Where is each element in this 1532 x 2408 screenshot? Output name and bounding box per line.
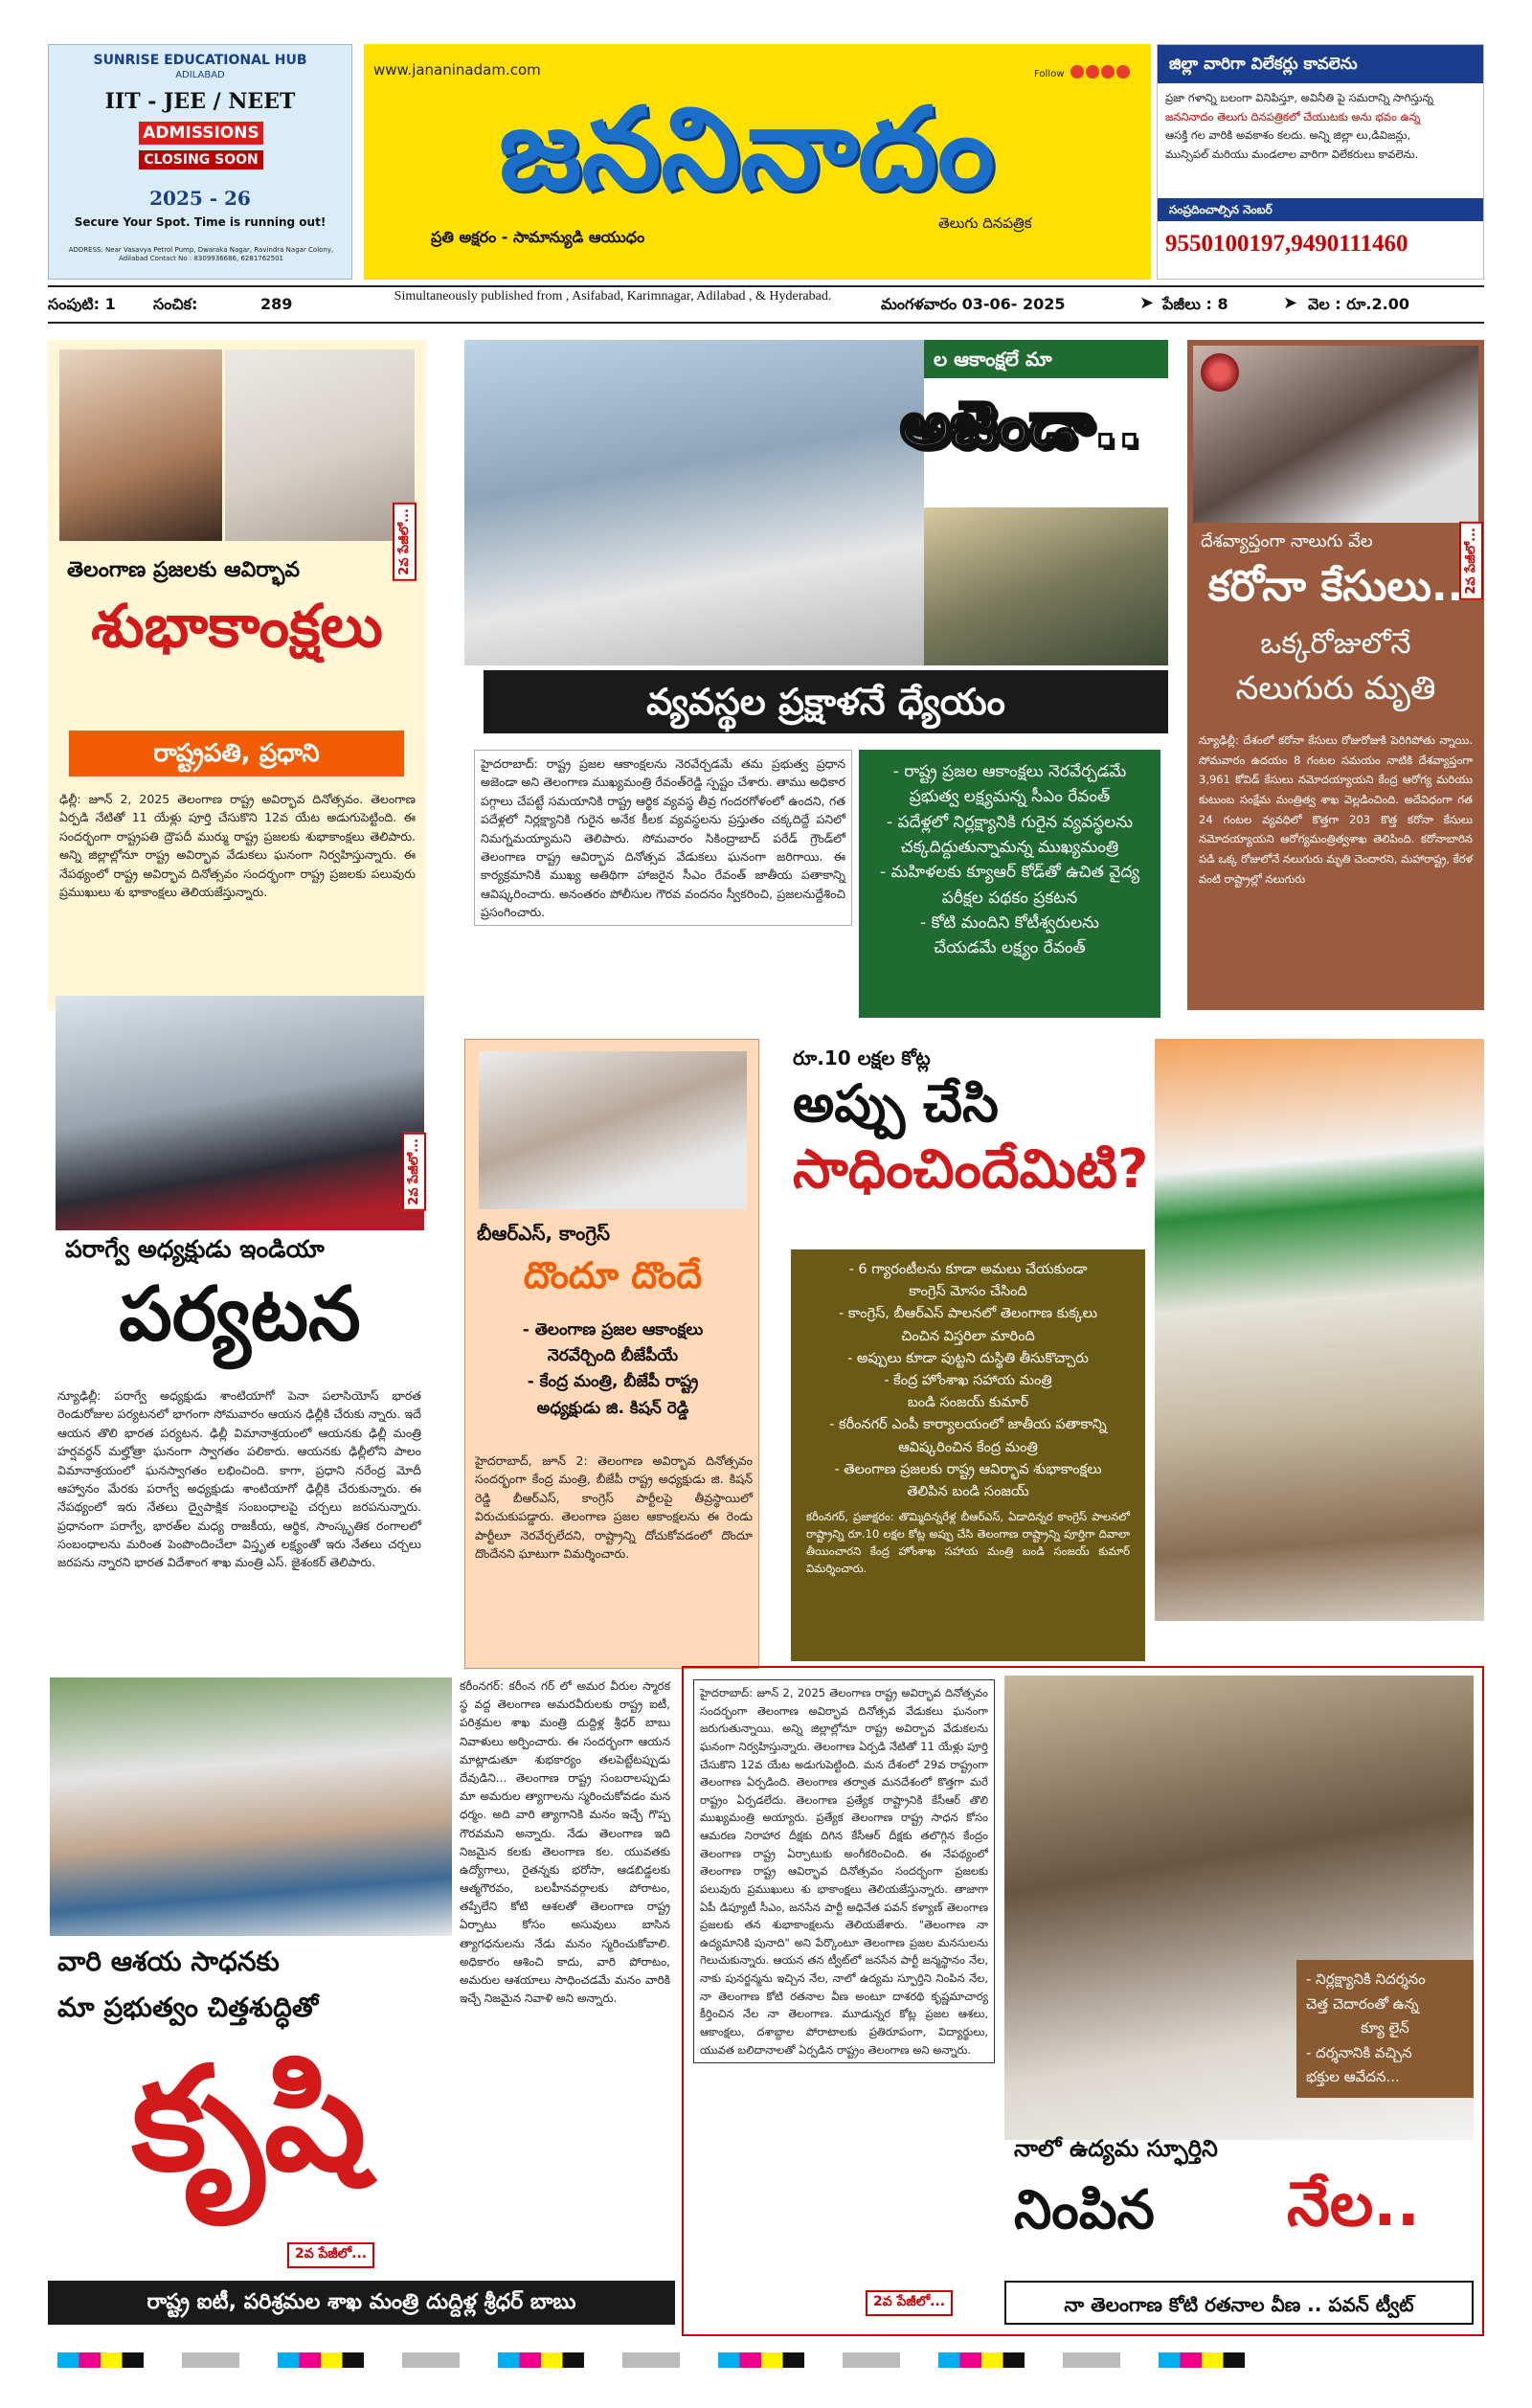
bullet-line: - మహిళలకు క్యూఆర్ కోడ్‌తో ఉచిత వైద్య: [879, 863, 1140, 883]
bullet-line: కాంగ్రెస్ మోసం చేసింది: [909, 1284, 1027, 1300]
ad-right-line4: మున్సిపల్ మరియు మండలాల వారిగా విలేకరులు కావలెను.: [1165, 146, 1419, 161]
bullet-line: ప్రభుత్వ లక్ష్యమన్న సీఎం రేవంత్: [909, 787, 1111, 807]
ad-right[interactable]: [1157, 44, 1484, 280]
youtube-icon[interactable]: [1116, 65, 1130, 79]
story3-sub1: ఒక్కరోజులోనే: [1260, 627, 1411, 661]
bullet-line: చించిన విస్తరిలా మారింది: [901, 1328, 1035, 1344]
page-count: పేజీలు : 8: [1162, 295, 1228, 313]
story-pawan: [682, 1666, 1484, 2336]
story6-bullets: [791, 1249, 1145, 1661]
print-registration-strip: [57, 2351, 1484, 2370]
page2-tag[interactable]: 2వ పేజీలో...: [866, 2290, 953, 2316]
arrow-icon: ➤: [1139, 293, 1155, 313]
arrow-icon: ➤: [1283, 293, 1298, 313]
issue-date: మంగళవారం 03-06- 2025: [881, 295, 1066, 313]
gray-bar: [843, 2352, 900, 2368]
info-bar: [48, 285, 1484, 324]
ad-left-closing: CLOSING SOON: [139, 150, 263, 169]
social-icons[interactable]: [1070, 65, 1130, 79]
bullet-line: - కరీంనగర్ ఎంపీ కార్యాలయంలో జాతీయ పతాకాన్ని: [829, 1417, 1107, 1433]
story2-banner: వ్యవస్థల ప్రక్షాళనే ధ్యేయం: [484, 670, 1168, 733]
ad-left-admissions: ADMISSIONS: [139, 122, 263, 145]
story5-body: హైదరాబాద్, జూన్ 2: తెలంగాణ అవిర్భావ దినోత్సవం సందర్భంగా కేంద్ర మంత్రి, బీజేపీ రాష్ట్ర అధ్యక్షుడు జి. కిషన్ రెడ్డి బీఆర్ఎస్, కాంగ్రెస్ పార్టీలపై తీవ్రస్థాయిలో విరుచుకుపడ్డారు. తెలంగాణ ప్రజల ఆకాంక్షలను ఈ రెండు పార్టీలూ నెరవేర్చలేదని, రాష్ట్రాన్ని దోచుకోవడంలో దొందూ దొందేనని ఘాటుగా విమర్శించారు.: [475, 1453, 753, 1561]
story1-body: ఢిల్లీ: జూన్ 2, 2025 తెలంగాణ రాష్ట్ర అవిర్భావ దినోత్సవం. తెలంగాణ ఏర్పడి నేటితో 11 యేళ్లు పూర్తి చేసుకొని 12వ యేట అడుగుపెట్టింది. ఈ సందర్భంగా రాష్ట్రపతి ద్రౌపదీ ముర్ము రాష్ట్ర ప్రజలకు శుభాకాంక్షలు తెలిపారు. అన్ని జిల్లాల్లోనూ రాష్ట్ర అవిర్భావ వేడుకలు ఘనంగా నిర్వహిస్తున్నారు. ఈ నేపథ్యంలో రాష్ట్ర అవిర్భావ దినోత్సవం సందర్భంగా రాష్ట్ర ప్రజలకు పలువురు ప్రముఖులు శు భాకాంక్షలు తెలియజేస్తున్నారు.: [59, 792, 416, 899]
color-bar: [938, 2352, 1025, 2368]
story3-headline: కరోనా కేసులు..: [1207, 562, 1464, 611]
chief-minister-salute-photo: [464, 340, 924, 665]
masthead: [364, 44, 1151, 280]
story1-headline: శుభాకాంక్షలు: [91, 591, 383, 661]
ad-left-city: ADILABAD: [175, 70, 225, 80]
story6-headline2: సాధించిందేమిటి?: [793, 1138, 1149, 1201]
masthead-website[interactable]: www.jananinadam.com: [373, 61, 541, 79]
story7-kicker2: మా ప్రభుత్వం చిత్తశుద్ధితో: [57, 1992, 319, 2023]
bullet-line: - తెలంగాణ ప్రజల ఆకాంక్షలు: [522, 1320, 704, 1339]
color-bar: [718, 2352, 804, 2368]
gray-bar: [182, 2352, 239, 2368]
story8-kicker: నాలో ఉద్యమ స్ఫూర్తిని: [1014, 2135, 1218, 2162]
masthead-tagline: ప్రతి అక్షరం - సామాన్యుడి ఆయుధం: [431, 228, 645, 246]
story3-sub2: నలుగురు మృతి: [1235, 669, 1436, 708]
story6-kicker: రూ.10 లక్షల కోట్ల: [793, 1046, 931, 1069]
story-corona: [1187, 340, 1484, 1010]
bullet-line: ఆవిష్కరించిన కేంద్ర మంత్రి: [898, 1439, 1038, 1455]
story2-bullets: [859, 750, 1160, 1018]
instagram-icon[interactable]: [1101, 65, 1115, 79]
story4-headline: పర్యటన: [119, 1272, 361, 1358]
bullet-line: - కేంద్ర హోంశాఖ సహాయ మంత్రి: [884, 1372, 1052, 1388]
masthead-title: జననినాదం: [499, 82, 995, 214]
ad-left[interactable]: [48, 44, 352, 280]
quote-line: క్యూ లైన్: [1361, 2019, 1409, 2037]
bullet-line: అధ్యక్షుడు జి. కిషన్ రెడ్డి: [536, 1398, 689, 1418]
quote-line: భక్తుల ఆవేదన...: [1306, 2068, 1400, 2085]
ad-right-phones[interactable]: 9550100197,9490111460: [1165, 231, 1408, 257]
facebook-icon[interactable]: [1070, 65, 1084, 79]
ad-right-contact-label: సంప్రదించాల్సిన నెంబర్: [1158, 198, 1483, 221]
story8-body: హైదరాబాద్: జూన్ 2, 2025 తెలంగాణ రాష్ట్ర అవిర్భావ దినోత్సవం సందర్భంగా తెలంగాణ అవిర్భావ దినోత్సవ వేడుకలు ఘనంగా జరుగుతున్నాయి. అన్ని జిల్లాల్లోనూ రాష్ట్ర అవిర్భావ వేడుకలను ఘనంగా నిర్వహిస్తున్నారు. తెలంగాణ ఏర్పడి నేటితో 11 యేళ్లు పూర్తి చేసుకొని 12వ యేట అడుగుపెట్టింది. మన దేశంలో 29వ రాష్ట్రంగా తెలంగాణ ఏర్పడింది. తెలంగాణ తర్వాత మనదేశంలో కొత్తగా మరే రాష్ట్రం ఏర్పడలేదు. తెలంగాణ ప్రత్యేక రాష్ట్రానికి కేసీఆర్ తొలి ముఖ్యమంత్రి అయ్యారు. ప్రత్యేక తెలంగాణ రాష్ట్ర సాధన కోసం ఆమరణ నిరాహార దీక్షకు దిగిన కేసీఆర్ దీక్షకు తలొగ్గిన కేంద్రం తెలంగాణ రాష్ట్ర ఏర్పాటుకు అంగీకరించింది. ఈ నేపథ్యంలో తెలంగాణ రాష్ట్ర ఆవిర్భావ దినోత్సవం సందర్భంగా ప్రజలకు పలువురు ప్రముఖులు శు భాకాంక్షలు తెలియజేస్తున్నారు. తాజాగా ఏపీ డిప్యూటీ సీఎం, జనసేన పార్టీ అధినేత పవన్ కళ్యాణ్ తెలంగాణ ప్రజలకు తన శుభాకాంక్షలను తెలియజేశారు. "తెలంగాణ నా ఉద్యమానికి పునాది" అని పేర్కొంటూ తెలంగాణ ప్రజల మనసులను గెలుచుకున్నారు. ఆయన తన ట్వీట్‌లో జనసేన పార్టీ జన్మస్థానం నేల, నాకు పునర్జన్మను ఇచ్చిన నేల, నాలో ఉద్యమ స్ఫూర్తిని నింపిన నేల, నా తెలంగాణ కోటి రతనాల వీణ అంటూ దాశరథి కృష్ణమాచార్య కీర్తించిన నేల నా తెలంగాణ. మూడున్నర కోట్ల ప్రజల ఆశలు, ఆకాంక్షలు, దశాబ్దాల పోరాటాలకు ప్రతిరూపంగా, విద్యార్థులు, యువత బలిదానాలతో ఏర్పడిన రాష్ట్రం తెలంగాణ అని అన్నారు.: [693, 1679, 995, 2063]
story6-headline1: అప్పు చేసి: [793, 1073, 999, 1134]
story4-body: న్యూఢిల్లీ: పరాగ్వే అధ్యక్షుడు శాంటియాగో పెనా పలాసియోస్ భారత రెండురోజుల పర్యటనలో భాగంగా సోమవారం ఆయన ఢిల్లీకి చేరుకు న్నారు. ఇదే ఆయన తొలి భారత పర్యటన. ఢిల్లీ విమానాశ్రయంలో ఆయనకు ఢిల్లీ మంత్రి హర్షవర్ధన్ మల్హోత్రా ఘనంగా స్వాగతం పలికారు. ఆయనకు ఢిల్లీలోని పాలం విమానాశ్రయంలో ఘనస్వాగతం లభించింది. కాగా, ప్రధాని నరేంద్ర మోదీ ఆహ్వానం మేరకు పరాగ్వే అధ్యక్షుడు శాంటియాగో ఢిల్లీకి చేరుకున్నారు. ఈ నేపథ్యంలో ఇరు నేతలు ద్వైపాక్షిక సంబంధాలపై చర్చలు జరపనున్నారు. ప్రధానంగా పరాగ్వే, భారత్‌ల మధ్య రాజకీయ, ఆర్థిక, సాంస్కృతిక రంగాలలో సంబంధాలను మరింత పెంపొందించేలా విస్తృత లక్ష్యంతో ఇరు నేతలు చర్చలు జరపను న్నారని భారత విదేశాంగ శాఖ మంత్రి ఎస్. జైశంకర్ తెలిపారు.: [57, 1388, 421, 1570]
story1-kicker: తెలంగాణ ప్రజలకు ఆవిర్భావ: [67, 558, 301, 582]
price: వెల : రూ.2.00: [1308, 295, 1409, 313]
ad-right-line2: జననినాదం తెలుగు దినపత్రికలో చేయుటకు అను భవం ఉన్న: [1165, 109, 1421, 124]
bullet-line: - తెలంగాణ ప్రజలకు రాష్ట్ర ఆవిర్భావ శుభాకాంక్షలు: [834, 1461, 1102, 1477]
ad-left-tagline: Secure Your Spot. Time is running out!: [74, 215, 327, 229]
story2-headline: అజెండా..: [900, 388, 1141, 461]
issue-number: 289: [260, 295, 293, 313]
page2-tag[interactable]: 2వ పేజీలో...: [1459, 522, 1483, 600]
published-from: Simultaneously published from , Asifabad, Karimnagar, Adilabad , & Hyderabad.: [394, 289, 832, 304]
story3-kicker: దేశవ్యాప్తంగా నాలుగు వేల: [1201, 531, 1373, 551]
ad-right-line1: ప్రజా గళాన్ని బలంగా వినిపిస్తూ, అవినీతి పై సమరాన్ని సాగిస్తున్న: [1165, 91, 1434, 104]
bullet-line: - 6 గ్యారంటీలను కూడా అమలు చేయకుండా: [848, 1262, 1088, 1277]
color-bar: [57, 2352, 144, 2368]
story2-kicker: ల ఆకాంక్షలే మా: [924, 340, 1168, 378]
ad-left-courses: IIT - JEE / NEET: [104, 89, 296, 114]
story7-kicker1: వారి ఆశయ సాధనకు: [57, 1946, 280, 1977]
bullet-line: పరీక్షల పథకం ప్రకటన: [941, 888, 1078, 908]
memorial-tribute-photo: [924, 507, 1168, 665]
issue-label: సంచిక:: [153, 295, 198, 313]
ad-right-line3: ఆసక్తి గల వారికి అవకాశం కలదు. అన్ని జిల్లా లు,డివిజన్లు,: [1165, 128, 1411, 143]
story1-banner: రాష్ట్రపతి, ప్రధాని: [69, 731, 404, 776]
story7-banner: రాష్ట్ర ఐటీ, పరిశ్రమల శాఖ మంత్రి దుద్దిళ్ల శ్రీధర్ బాబు: [48, 2281, 675, 2325]
bullet-line: - కాంగ్రెస్, బీఆర్ఎస్ పాలనలో తెలంగాణ కుక్కలు: [839, 1306, 1097, 1322]
gray-bar: [622, 2352, 680, 2368]
kishan-reddy-photo: [479, 1051, 747, 1209]
story8-headline2: నేల..: [1287, 2170, 1420, 2240]
bullet-line: - కోటి మందిని కోటీశ్వరులను: [920, 913, 1099, 934]
ad-left-brand: SUNRISE EDUCATIONAL HUB: [93, 53, 307, 68]
story3-body: న్యూఢిల్లీ: దేశంలో కరోనా కేసులు రోజురోజుకి పెరిగిపోతు న్నాయి. సోమవారం ఉదయం 8 గంటల సమయం నాటికి దేశవ్యాప్తంగా 3,961 కోవిడ్ కేసులు నమోదయ్యాయని కేంద్ర ఆరోగ్య మరియు కుటుంబ సంక్షేమ మంత్రిత్వ శాఖ వెల్లడించింది. అదేవిధంగా గత 24 గంటల వ్యవధిలో కొత్తగా 203 కొత్త కరోనా కేసులు నమోదయ్యాయని ఆరోగ్యమంత్రిత్వశాఖ తెలిపింది. కరోనాబారిన పడి ఒక్క రోజులోనే నలుగురు మృతి చెందారని, మహారాష్ట్ర, కేరళ వంటి రాష్ట్రాల్లో నలుగురు: [1199, 733, 1473, 886]
bullet-line: బండి సంజయ్ కుమార్: [907, 1395, 1029, 1411]
story8-headline1: నింపిన: [1014, 2179, 1155, 2241]
gray-bar: [402, 2352, 460, 2368]
story6-body: కరీంనగర్, ప్రజాక్షరం: తొమ్మిదిన్నరేళ్ల బీఆర్ఎస్, ఏడాదిన్నర కాంగ్రెస్ పాలనలో రాష్ట్రాన్ని రూ.10 లక్షల కోట్ల అప్పు చేసి తెలంగాణ రాష్ట్రాన్ని పూర్తిగా దివాలా తీయించారని కేంద్ర హోంశాఖ సహాయ మంత్రి బండి సంజయ్ కుమార్ విమర్శించారు.: [806, 1510, 1130, 1575]
story-agenda: [464, 340, 1168, 1029]
quote-line: - దర్శనానికి వచ్చిన: [1306, 2043, 1412, 2061]
virus-image: [1201, 353, 1239, 392]
color-bar: [1159, 2352, 1245, 2368]
color-bar: [278, 2352, 364, 2368]
president-photo: [59, 349, 222, 541]
story-wishes: [48, 340, 426, 1010]
story5-headline: దొందూ దొందే: [523, 1254, 703, 1296]
story5-kicker: బీఆర్ఎస్, కాంగ్రెస్: [477, 1222, 611, 1245]
prime-minister-photo: [225, 349, 415, 541]
story2-body: హైదరాబాద్: రాష్ట్ర ప్రజల ఆకాంక్షలను నెరవేర్చడమే తమ ప్రభుత్వ ప్రధాన అజెండా అని తెలంగాణ ముఖ్యమంత్రి రేవంత్‌రెడ్డి స్పష్టం చేశారు. తాము అధికార పగ్గాలు చేపట్టే సమయానికి రాష్ట్ర ఆర్థిక వ్యవస్థ తీవ్ర గందరగోళంలో ఉందని, గత పదేళ్లలో నిర్లక్ష్యానికి గురైన అనేక కీలక వ్యవస్థలను ప్రస్తుతం చక్కదిద్దే పనిలో నిమగ్నమయ్యామని తెలిపారు. సోమవారం సికింద్రాబాద్ పరేడ్ గ్రౌండ్‌లో తెలంగాణ రాష్ట్ర ఆవిర్భావ దినోత్సవ వేడుకలు ఘనంగా జరిగాయి. ఈ కార్యక్రమానికి ముఖ్య అతిథిగా హాజరైన సీఎం రేవంత్ జాతీయ పతాకాన్ని ఆవిష్కరించారు. అనంతరం పోలీసుల గౌరవ వందనం స్వీకరించి, ప్రజలనుద్దేశించి ప్రసంగించారు.: [474, 750, 852, 926]
bullet-line: చేయడమే లక్ష్యం రేవంత్: [934, 938, 1086, 958]
gray-bar: [1063, 2352, 1120, 2368]
bullet-line: - కేంద్ర మంత్రి, బీజేపీ రాష్ట్ర: [527, 1372, 699, 1392]
page2-tag[interactable]: 2వ పేజీలో...: [402, 1133, 426, 1211]
paraguay-president-arrival-photo: [56, 996, 424, 1230]
story7-body: కరీంనగర్: కరీంన గర్ లో అమర వీరుల స్మారక స్థ వద్ద తెలంగాణ అమరవీరులకు రాష్ట్ర ఐటీ, పరిశ్రమల శాఖ మంత్రి దుద్దిళ్ల శ్రీధర్ బాబు నివాళులు అర్పించారు. ఈ సందర్భంగా ఆయన మాట్లాడుతూ శుభకార్యం తలపెట్టేటప్పుడు దేవుడిని... తెలంగాణ రాష్ట్ర సంబరాలప్పుడు మా అమరుల త్యాగాలను స్మరించుకోవడం మన ధర్మం. అది వారి త్యాగానికి మనం ఇచ్చే గొప్ప గౌరవమని అన్నారు. నేడు తెలంగాణ ఇది నిజమైన కలకు తెలంగాణ కల. యువతకు ఉద్యోగాలు, రైతన్నకు భరోసా, ఆడబిడ్డలకు ఆత్మగౌరవం, బలహీనవర్గాలకు పోరాటం, తప్పేలేని కోటి ఆశలతో తెలంగాణ రాష్ట్ర ఏర్పాటు కోసం అసువులు బాసిన త్యాగధనులను నేడు మనం స్మరించుకోవాలి. అధికారం ఆశించి కాదు, వారి పోరాటం, అమరుల ఆశయాలు సాధించడమే మనం వారికి ఇచ్చే నిజమైన నివాళి అని అన్నారు.: [460, 1679, 670, 2006]
ad-left-year: 2025 - 26: [149, 187, 251, 210]
story7-headline: కృషి: [131, 2037, 367, 2203]
flag-hoisting-photo: [1155, 1039, 1484, 1621]
masthead-follow: Follow: [1034, 69, 1065, 79]
story4-kicker: పరాగ్వే అధ్యక్షుడు ఇండియా: [65, 1235, 325, 1263]
bullet-line: నెరవేర్చింది బీజేపీయే: [547, 1346, 679, 1366]
color-bar: [498, 2352, 584, 2368]
story8-quote: [1296, 1960, 1474, 2098]
page2-tag[interactable]: 2వ పేజీలో...: [393, 503, 417, 581]
bullet-line: - రాష్ట్ర ప్రజల ఆకాంక్షలు నెరవేర్చడమే: [892, 762, 1127, 781]
masthead-subtitle: తెలుగు దినపత్రిక: [938, 214, 1032, 232]
ad-right-title: జిల్లా వారిగా విలేకర్లు కావలెను: [1158, 45, 1483, 83]
bullet-line: - పదేళ్లలో నిర్లక్ష్యానికి గురైన వ్యవస్థలను: [886, 812, 1134, 832]
story-debt: [774, 1039, 1484, 1669]
ad-left-address: ADDRESS: Near Vasavya Petrol Pump, Dwaraka Nagar, Ravindra Nagar Colony, Adilabad Contact No : 8309936686, 6281762501: [68, 246, 334, 263]
quote-line: - నిర్లక్ష్యానికి నిదర్శనం: [1306, 1970, 1426, 1988]
story8-banner: నా తెలంగాణ కోటి రతనాల వీణ .. పవన్ ట్వీట్: [1004, 2281, 1474, 2325]
page2-tag[interactable]: 2వ పేజీలో...: [287, 2242, 374, 2268]
volume: సంపుటి: 1: [48, 295, 116, 313]
bullet-line: చక్కదిద్దుతున్నామన్న ముఖ్యమంత్రి: [900, 838, 1119, 858]
bullet-line: తెలిపిన బండి సంజయ్: [907, 1483, 1029, 1499]
martyrs-tribute-photo: [50, 1677, 452, 1936]
twitter-icon[interactable]: [1086, 65, 1099, 79]
story-brs-congress: [464, 1039, 759, 1669]
story-sridhar-babu: [48, 1677, 675, 2329]
story-paraguay: [48, 994, 426, 1680]
bullet-line: - అప్పులు కూడా పుట్టని దుస్థితి తీసుకొచ్చారు: [847, 1350, 1089, 1366]
quote-line: చెత్త చెదారంతో ఉన్న: [1306, 1994, 1419, 2013]
